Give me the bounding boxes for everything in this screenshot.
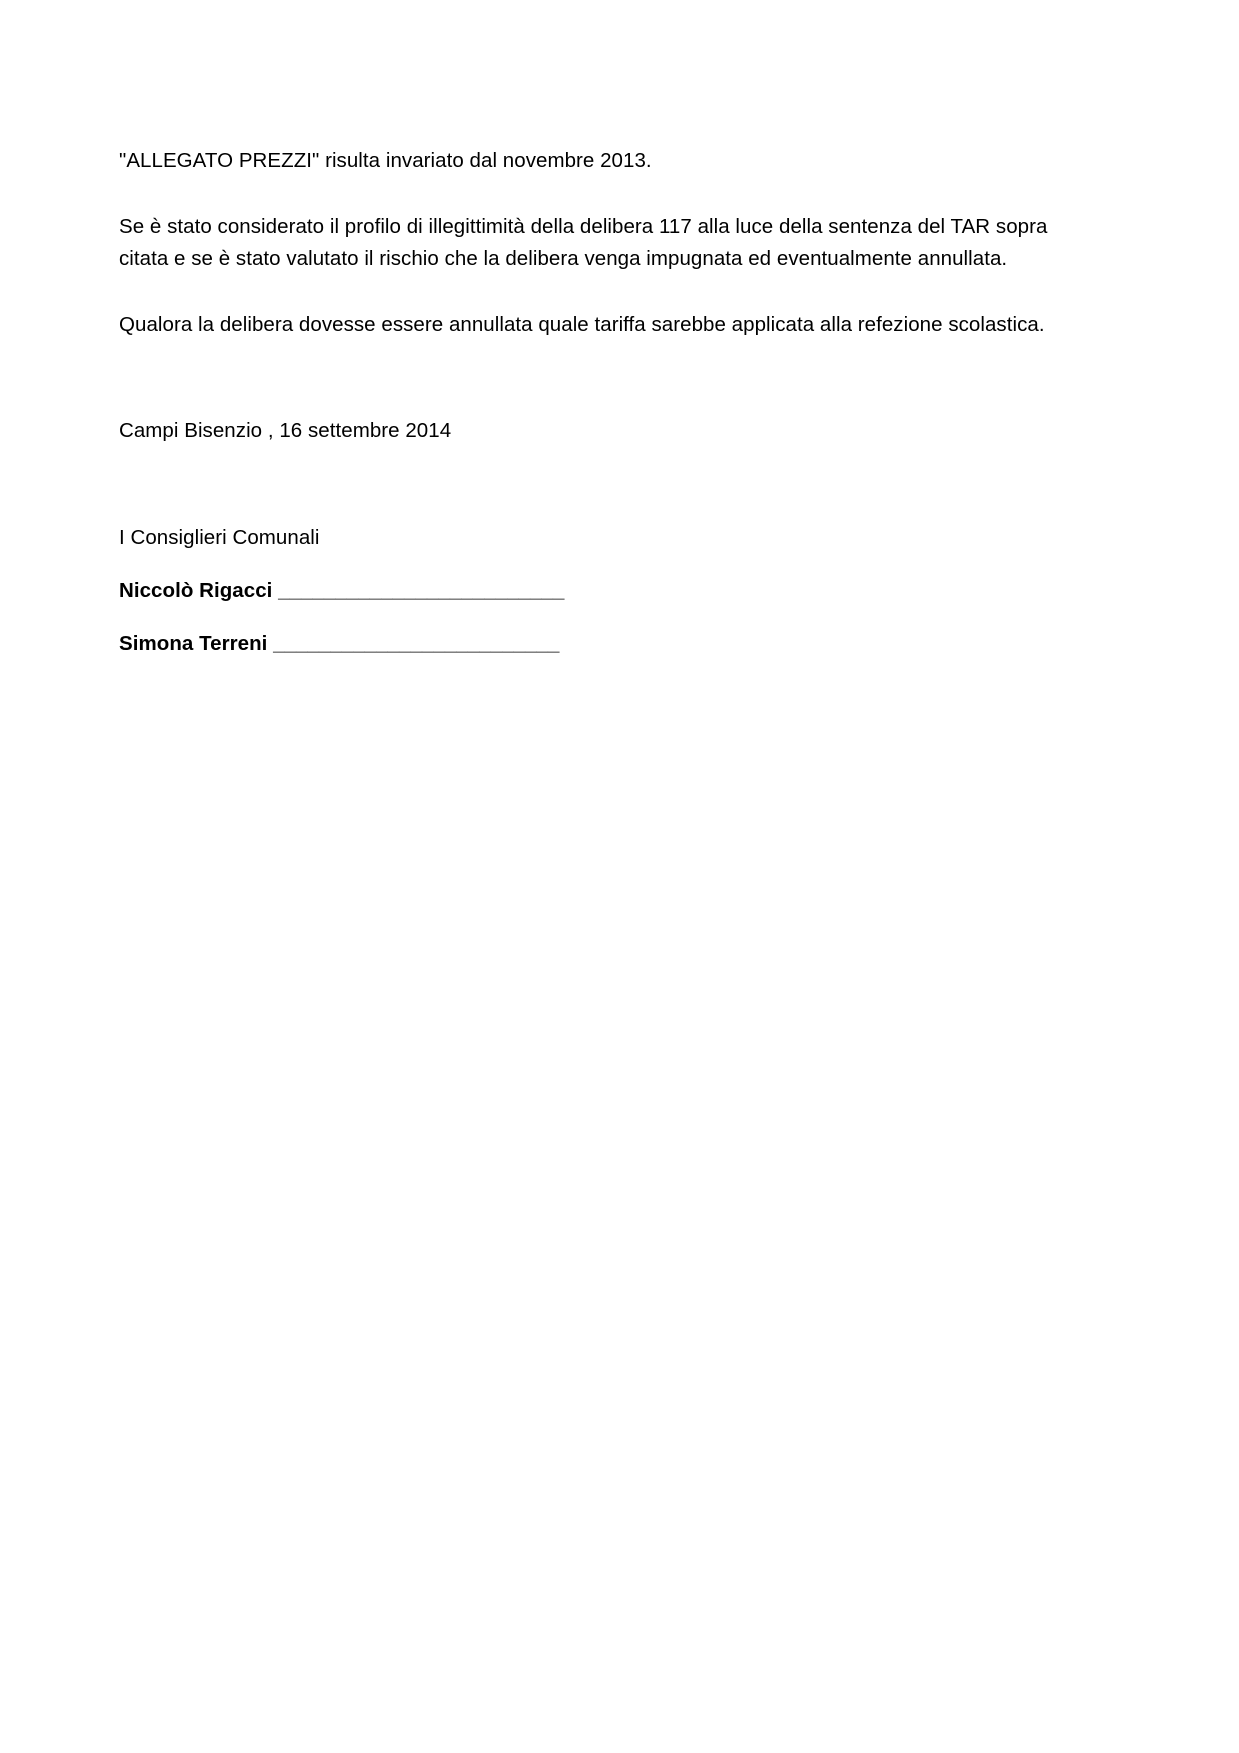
paragraph-allegato-prezzi: "ALLEGATO PREZZI" risulta invariato dal novembre 2013.	[119, 149, 652, 172]
signature-name: Niccolò Rigacci	[119, 579, 273, 602]
signatories-heading: I Consiglieri Comunali	[119, 526, 320, 549]
signature-row-rigacci	[119, 577, 564, 605]
paragraph-question-line-1: Se è stato considerato il profilo di illegittimità della delibera 117 alla luce della sentenza del TAR sopra	[119, 215, 1048, 238]
place-date: Campi Bisenzio , 16 settembre 2014	[119, 419, 452, 442]
signature-name: Simona Terreni	[119, 632, 268, 655]
paragraph-qualora: Qualora la delibera dovesse essere annullata quale tariffa sarebbe applicata alla refezione scolastica.	[119, 313, 1045, 336]
paragraph-question-line-2: citata e se è stato valutato il rischio che la delibera venga impugnata ed eventualmente annullata.	[119, 247, 1008, 270]
signature-row-terreni	[119, 630, 559, 658]
signature-line: _________________________	[273, 632, 560, 655]
signature-line: _________________________	[278, 579, 565, 602]
